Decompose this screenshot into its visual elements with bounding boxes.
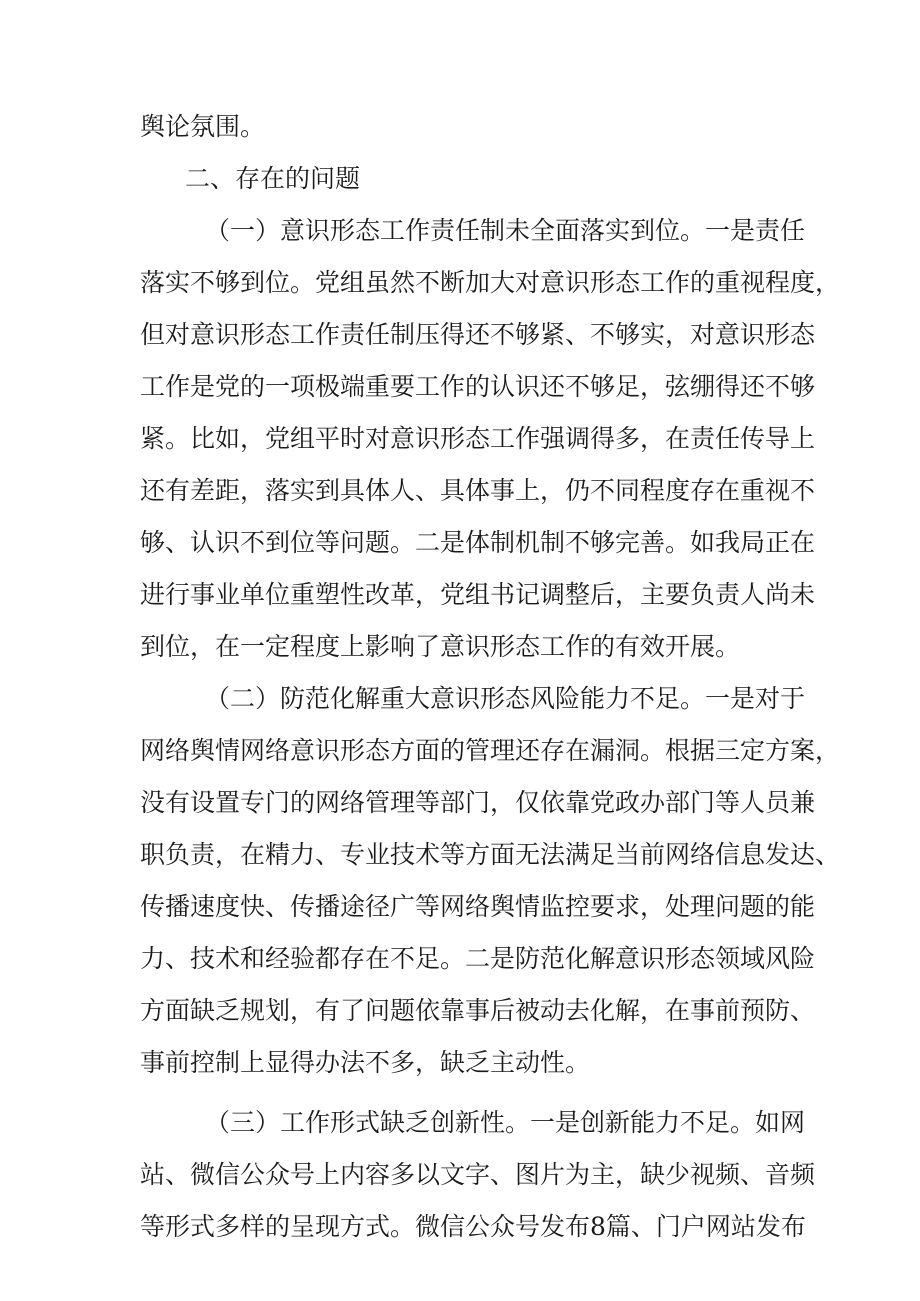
section-heading: 二、存在的问题 — [185, 164, 361, 193]
text-line: 等形式多样的呈现方式。微信公众号发布8篇、门户网站发布 — [140, 1212, 806, 1241]
text-line: 还有差距，落实到具体人、具体事上，仍不同程度存在重视不 — [140, 476, 816, 505]
text-line: 网络舆情网络意识形态方面的管理还存在漏洞。根据三定方案， — [140, 736, 841, 765]
subsection-heading: （三）工作形式缺乏创新性。一是创新能力不足。如网 — [205, 1108, 806, 1137]
text-line: 站、微信公众号上内容多以文字、图片为主，缺少视频、音频 — [140, 1160, 816, 1189]
text-line: 落实不够到位。党组虽然不断加大对意识形态工作的重视程度， — [140, 268, 841, 297]
text-line: 力、技术和经验都存在不足。二是防范化解意识形态领域风险 — [140, 944, 816, 973]
subsection-heading: （二）防范化解重大意识形态风险能力不足。一是对于 — [205, 684, 806, 713]
text-line: 到位，在一定程度上影响了意识形态工作的有效开展。 — [140, 632, 741, 661]
text-line: 紧。比如，党组平时对意识形态工作强调得多，在责任传导上 — [140, 424, 816, 453]
text-line: 没有设置专门的网络管理等部门，仅依靠党政办部门等人员兼 — [140, 788, 816, 817]
text-line: 工作是党的一项极端重要工作的认识还不够足，弦绷得还不够 — [140, 372, 816, 401]
text-line: 够、认识不到位等问题。二是体制机制不够完善。如我局正在 — [140, 528, 816, 557]
text-line: 进行事业单位重塑性改革，党组书记调整后，主要负责人尚未 — [140, 580, 816, 609]
text-line: 舆论氛围。 — [140, 112, 266, 141]
text-line: 事前控制上显得办法不多，缺乏主动性。 — [140, 1048, 591, 1077]
text-line: 职负责，在精力、专业技术等方面无法满足当前网络信息发达、 — [140, 840, 841, 869]
text-line: 但对意识形态工作责任制压得还不够紧、不够实，对意识形态 — [140, 320, 816, 349]
subsection-heading: （一）意识形态工作责任制未全面落实到位。一是责任 — [205, 216, 806, 245]
text-line: 传播速度快、传播途径广等网络舆情监控要求，处理问题的能 — [140, 892, 816, 921]
text-line: 方面缺乏规划，有了问题依靠事后被动去化解，在事前预防、 — [140, 996, 816, 1025]
